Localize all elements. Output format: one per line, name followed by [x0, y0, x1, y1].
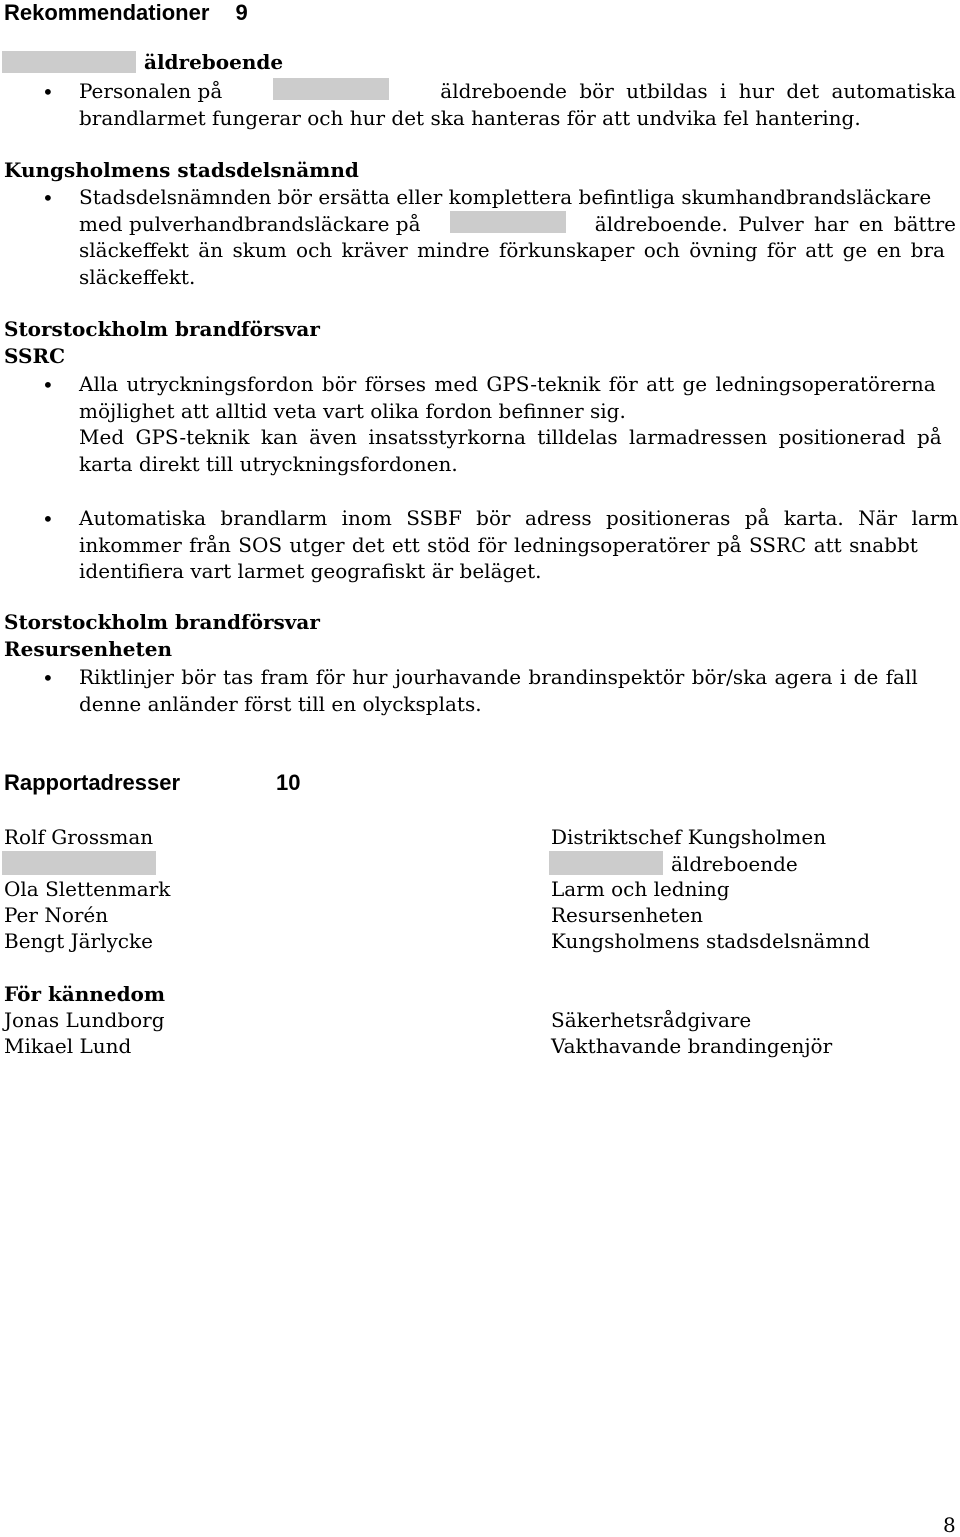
recommendation-gps: Alla utryckningsfordon bör förses med GPS-teknik för att ge ledningsoperatörerna möjlighet att alltid veta vart olika fordon befinner sig. Med GPS-teknik kan även insatsstyrkorna tilldelas larmadressen positionerad på karta direkt till utryckningsfordonen.	[79, 372, 942, 476]
redacted-name	[549, 851, 663, 875]
redacted-name	[450, 211, 566, 233]
address-name: Per Norén	[4, 903, 109, 927]
heading-storstockholm-brandforsvar-2: Storstockholm brandförsvar	[4, 610, 320, 634]
address-name: Bengt Järlycke	[4, 929, 153, 953]
bullet: •	[42, 186, 54, 210]
redacted-name	[273, 78, 389, 100]
recommendation-extinguishers: Stadsdelsnämnden bör ersätta eller komplettera befintliga skumhandbrandsläckare med pulverhandbrandsläckare på äldreboende. Pulver har en bättre släckeffekt än skum och kräver mindre förkunskaper och övning för att ge en bra släckeffekt.	[79, 185, 956, 289]
bullet: •	[42, 373, 54, 397]
recommendation-guidelines: Riktlinjer bör tas fram för hur jourhavande brandinspektör bör/ska agera i de fall denne anländer först till en olycksplats.	[79, 665, 918, 716]
heading-storstockholm-brandforsvar: Storstockholm brandförsvar	[4, 317, 320, 341]
section-number: 9	[235, 0, 248, 25]
address-name: Jonas Lundborg	[4, 1008, 165, 1032]
address-name: Ola Slettenmark	[4, 877, 171, 901]
address-role: Larm och ledning	[551, 877, 730, 901]
recommendation-alarm-positioning: Automatiska brandlarm inom SSBF bör adress positioneras på karta. När larm inkommer från SOS utger det ett stöd för ledningsoperatörer på SSRC att snabbt identifiera vart larmet geografiskt är beläget.	[79, 506, 959, 583]
address-role: Säkerhetsrådgivare	[551, 1008, 752, 1032]
address-role: Vakthavande brandingenjör	[551, 1034, 833, 1058]
section-heading-rapportadresser	[4, 770, 301, 796]
bullet: •	[42, 666, 54, 690]
bullet: •	[42, 507, 54, 531]
address-name: Rolf Grossman	[4, 825, 154, 849]
address-name-redacted	[2, 851, 156, 876]
bullet: •	[42, 80, 54, 104]
redacted-name	[2, 51, 136, 73]
heading-ssrc: SSRC	[4, 344, 65, 368]
heading-for-kannedom: För kännedom	[4, 982, 166, 1006]
address-role: Kungsholmens stadsdelsnämnd	[551, 929, 870, 953]
address-role: äldreboende	[549, 851, 798, 876]
section-title: Rekommendationer	[4, 0, 210, 25]
recommendation-staff-training: Personalen på äldreboende bör utbildas i hur det automatiska brandlarmet fungerar och hur det ska hanteras för att undvika fel hantering.	[79, 79, 956, 130]
heading-kungsholmen: Kungsholmens stadsdelsnämnd	[4, 158, 359, 182]
address-role: Resursenheten	[551, 903, 704, 927]
redacted-name	[2, 851, 156, 875]
section-heading-rekommendationer	[4, 0, 248, 26]
page-number: 8	[943, 1513, 956, 1537]
section-title: Rapportadresser	[4, 770, 181, 795]
address-name: Mikael Lund	[4, 1034, 132, 1058]
address-role: Distriktschef Kungsholmen	[551, 825, 827, 849]
section-number: 10	[276, 770, 301, 795]
heading-resursenheten: Resursenheten	[4, 637, 172, 661]
aldreboende-heading: äldreboende	[2, 50, 283, 74]
